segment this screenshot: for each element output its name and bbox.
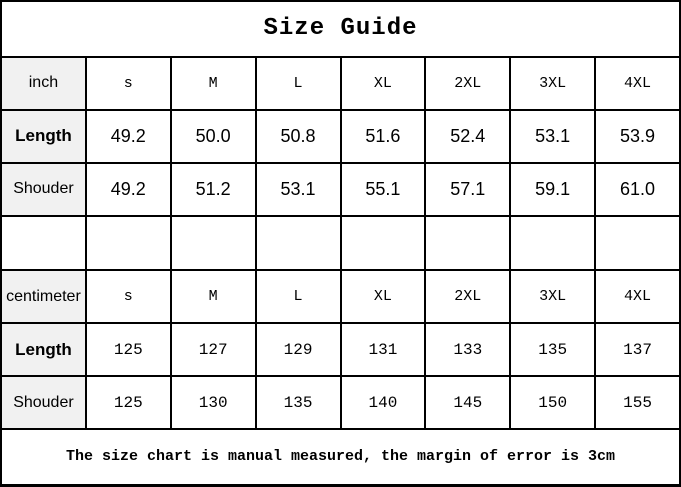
value-cell: 155 bbox=[595, 376, 680, 429]
value-cell: 129 bbox=[256, 323, 341, 376]
unit-label-inch: inch bbox=[1, 57, 86, 110]
size-header-cell: s bbox=[86, 57, 171, 110]
page-title: Size Guide bbox=[1, 1, 680, 57]
value-cell: 53.1 bbox=[256, 163, 341, 216]
value-cell: 135 bbox=[510, 323, 595, 376]
value-cell: 125 bbox=[86, 376, 171, 429]
empty-cell bbox=[86, 216, 171, 271]
empty-cell bbox=[510, 216, 595, 271]
size-header-cell: 3XL bbox=[510, 270, 595, 323]
size-header-cell: s bbox=[86, 270, 171, 323]
value-cell: 140 bbox=[341, 376, 426, 429]
size-header-cell: L bbox=[256, 57, 341, 110]
value-cell: 53.9 bbox=[595, 110, 680, 163]
size-header-cell: L bbox=[256, 270, 341, 323]
value-cell: 51.2 bbox=[171, 163, 256, 216]
value-cell: 49.2 bbox=[86, 110, 171, 163]
value-cell: 133 bbox=[425, 323, 510, 376]
size-header-cell: M bbox=[171, 270, 256, 323]
row-label-length: Length bbox=[1, 323, 86, 376]
empty-cell bbox=[425, 216, 510, 271]
cm-shoulder-row bbox=[1, 376, 680, 429]
cm-size-header-row bbox=[1, 270, 680, 323]
size-header-cell: XL bbox=[341, 57, 426, 110]
size-header-cell: 2XL bbox=[425, 57, 510, 110]
empty-cell bbox=[341, 216, 426, 271]
size-header-cell: XL bbox=[341, 270, 426, 323]
size-header-cell: 2XL bbox=[425, 270, 510, 323]
value-cell: 137 bbox=[595, 323, 680, 376]
value-cell: 55.1 bbox=[341, 163, 426, 216]
value-cell: 49.2 bbox=[86, 163, 171, 216]
inch-shoulder-row bbox=[1, 163, 680, 216]
size-header-cell: 4XL bbox=[595, 270, 680, 323]
footer-row bbox=[1, 429, 680, 486]
value-cell: 135 bbox=[256, 376, 341, 429]
size-header-cell: 3XL bbox=[510, 57, 595, 110]
value-cell: 52.4 bbox=[425, 110, 510, 163]
value-cell: 125 bbox=[86, 323, 171, 376]
size-header-cell: M bbox=[171, 57, 256, 110]
value-cell: 50.8 bbox=[256, 110, 341, 163]
value-cell: 131 bbox=[341, 323, 426, 376]
unit-label-centimeter: centimeter bbox=[1, 270, 86, 323]
value-cell: 57.1 bbox=[425, 163, 510, 216]
size-header-cell: 4XL bbox=[595, 57, 680, 110]
value-cell: 130 bbox=[171, 376, 256, 429]
footer-note: The size chart is manual measured, the margin of error is 3cm bbox=[1, 429, 680, 486]
value-cell: 50.0 bbox=[171, 110, 256, 163]
row-label-shoulder: Shouder bbox=[1, 163, 86, 216]
value-cell: 61.0 bbox=[595, 163, 680, 216]
empty-cell bbox=[171, 216, 256, 271]
value-cell: 145 bbox=[425, 376, 510, 429]
inch-length-row bbox=[1, 110, 680, 163]
value-cell: 150 bbox=[510, 376, 595, 429]
row-label-shoulder: Shouder bbox=[1, 376, 86, 429]
value-cell: 127 bbox=[171, 323, 256, 376]
value-cell: 51.6 bbox=[341, 110, 426, 163]
empty-cell bbox=[1, 216, 86, 271]
value-cell: 59.1 bbox=[510, 163, 595, 216]
value-cell: 53.1 bbox=[510, 110, 595, 163]
row-label-length: Length bbox=[1, 110, 86, 163]
empty-cell bbox=[595, 216, 680, 271]
cm-length-row bbox=[1, 323, 680, 376]
spacer-row bbox=[1, 216, 680, 271]
title-row bbox=[1, 1, 680, 57]
inch-size-header-row bbox=[1, 57, 680, 110]
empty-cell bbox=[256, 216, 341, 271]
